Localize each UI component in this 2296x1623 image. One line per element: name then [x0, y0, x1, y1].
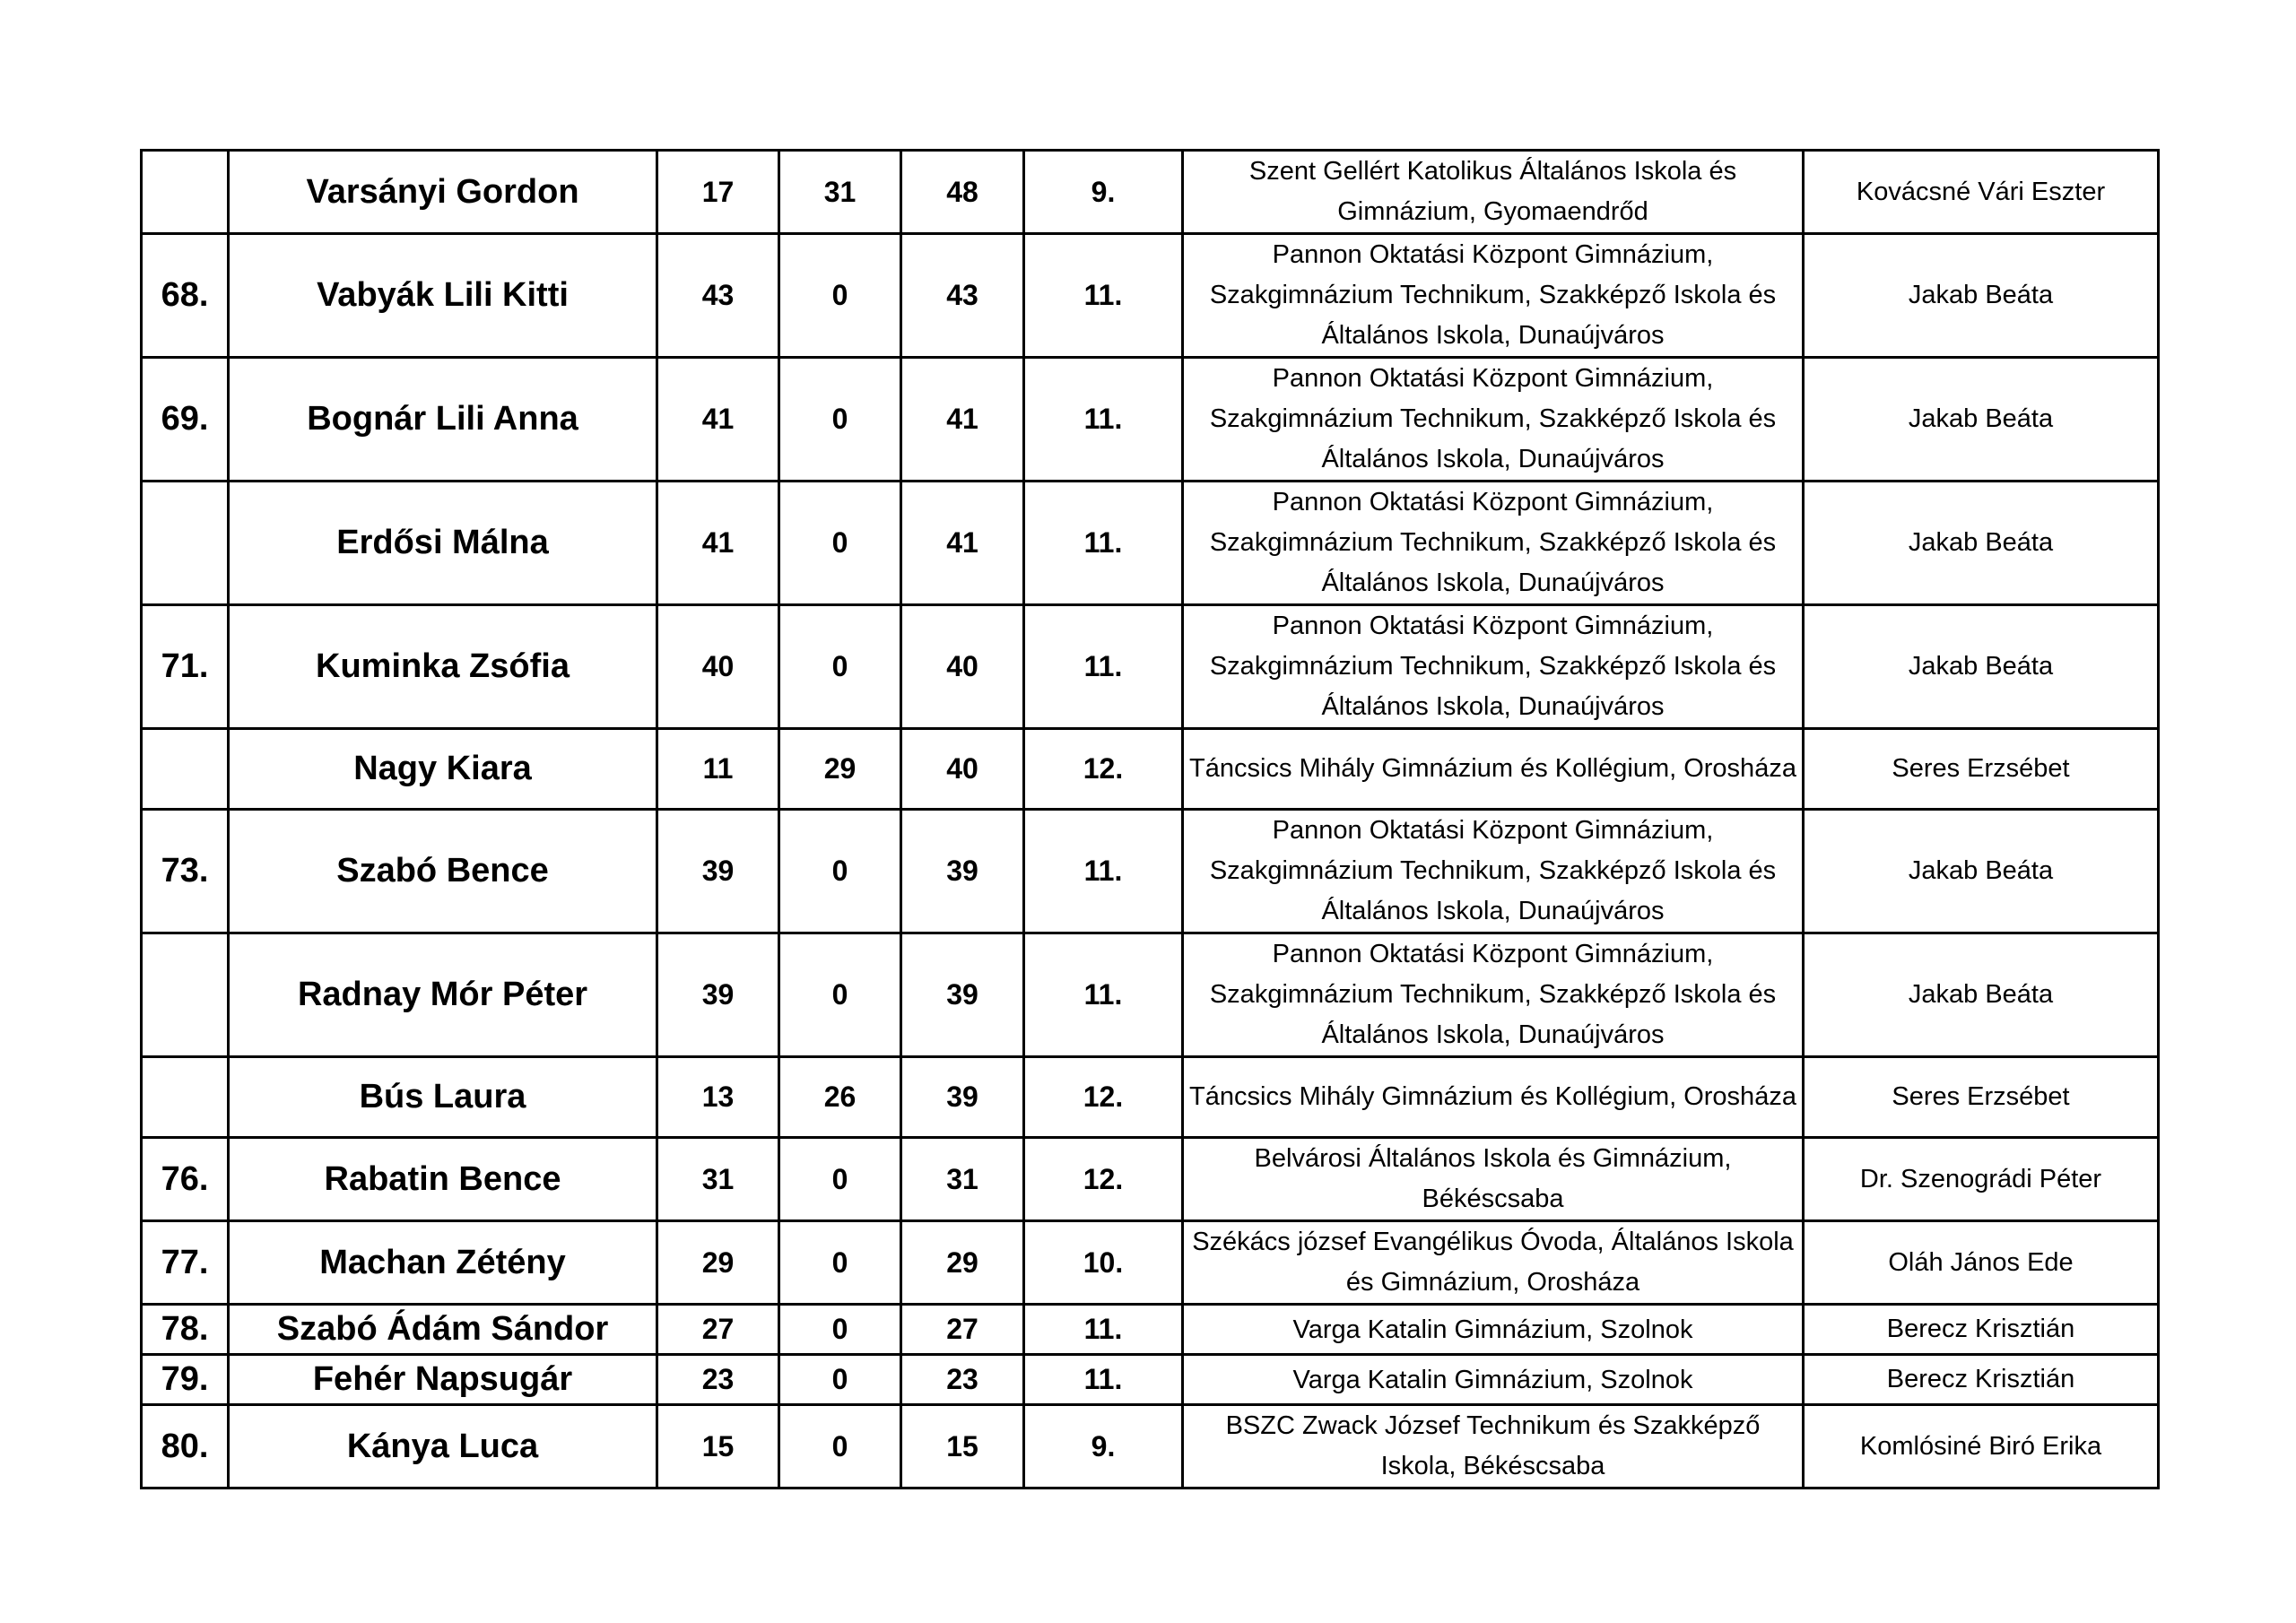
- teacher-cell: Jakab Beáta: [1804, 810, 2159, 933]
- teacher-cell: Komlósiné Biró Erika: [1804, 1405, 2159, 1488]
- rank-cell: [142, 729, 229, 810]
- score-2-cell: 0: [779, 1305, 901, 1355]
- score-2-cell: 0: [779, 1221, 901, 1305]
- grade-cell: 9.: [1024, 151, 1183, 234]
- score-2-cell: 0: [779, 1138, 901, 1221]
- teacher-cell: Jakab Beáta: [1804, 358, 2159, 482]
- school-cell: Pannon Oktatási Központ Gimnázium, Szakgimnázium Technikum, Szakképző Iskola és Általános Iskola, Dunaújváros: [1183, 482, 1804, 605]
- score-2-cell: 0: [779, 1355, 901, 1405]
- teacher-cell: Kovácsné Vári Eszter: [1804, 151, 2159, 234]
- student-name: Kuminka Zsófia: [229, 605, 657, 729]
- student-name: Bús Laura: [229, 1057, 657, 1138]
- school-cell: Székács józsef Evangélikus Óvoda, Általános Iskola és Gimnázium, Orosháza: [1183, 1221, 1804, 1305]
- table-row: [142, 1305, 2159, 1355]
- grade-cell: 10.: [1024, 1221, 1183, 1305]
- total-score-cell: 41: [901, 358, 1024, 482]
- score-1-cell: 13: [657, 1057, 779, 1138]
- grade-cell: 12.: [1024, 1138, 1183, 1221]
- total-score-cell: 39: [901, 1057, 1024, 1138]
- grade-cell: 11.: [1024, 234, 1183, 358]
- table-row: [142, 605, 2159, 729]
- score-2-cell: 0: [779, 482, 901, 605]
- student-name: Fehér Napsugár: [229, 1355, 657, 1405]
- rank-cell: [142, 933, 229, 1057]
- school-cell: Pannon Oktatási Központ Gimnázium, Szakgimnázium Technikum, Szakképző Iskola és Általános Iskola, Dunaújváros: [1183, 358, 1804, 482]
- rank-cell: 73.: [142, 810, 229, 933]
- total-score-cell: 39: [901, 933, 1024, 1057]
- score-1-cell: 41: [657, 358, 779, 482]
- teacher-cell: Seres Erzsébet: [1804, 729, 2159, 810]
- score-2-cell: 0: [779, 810, 901, 933]
- grade-cell: 11.: [1024, 605, 1183, 729]
- table-row: [142, 151, 2159, 234]
- grade-cell: 11.: [1024, 482, 1183, 605]
- score-2-cell: 29: [779, 729, 901, 810]
- score-1-cell: 17: [657, 151, 779, 234]
- total-score-cell: 39: [901, 810, 1024, 933]
- table-row: [142, 358, 2159, 482]
- rank-cell: [142, 482, 229, 605]
- rank-cell: 68.: [142, 234, 229, 358]
- rank-cell: 77.: [142, 1221, 229, 1305]
- score-2-cell: 0: [779, 234, 901, 358]
- grade-cell: 12.: [1024, 1057, 1183, 1138]
- student-name: Nagy Kiara: [229, 729, 657, 810]
- student-name: Szabó Ádám Sándor: [229, 1305, 657, 1355]
- table-row: [142, 810, 2159, 933]
- teacher-cell: Jakab Beáta: [1804, 482, 2159, 605]
- teacher-cell: Berecz Krisztián: [1804, 1355, 2159, 1405]
- grade-cell: 12.: [1024, 729, 1183, 810]
- student-name: Kánya Luca: [229, 1405, 657, 1488]
- teacher-cell: Berecz Krisztián: [1804, 1305, 2159, 1355]
- school-cell: Pannon Oktatási Központ Gimnázium, Szakgimnázium Technikum, Szakképző Iskola és Általános Iskola, Dunaújváros: [1183, 933, 1804, 1057]
- grade-cell: 9.: [1024, 1405, 1183, 1488]
- results-table: [140, 149, 2160, 1489]
- school-cell: Varga Katalin Gimnázium, Szolnok: [1183, 1355, 1804, 1405]
- score-2-cell: 0: [779, 605, 901, 729]
- school-cell: Pannon Oktatási Központ Gimnázium, Szakgimnázium Technikum, Szakképző Iskola és Általános Iskola, Dunaújváros: [1183, 810, 1804, 933]
- teacher-cell: Dr. Szenográdi Péter: [1804, 1138, 2159, 1221]
- student-name: Szabó Bence: [229, 810, 657, 933]
- table-row: [142, 1405, 2159, 1488]
- grade-cell: 11.: [1024, 810, 1183, 933]
- rank-cell: [142, 1057, 229, 1138]
- student-name: Varsányi Gordon: [229, 151, 657, 234]
- teacher-cell: Jakab Beáta: [1804, 933, 2159, 1057]
- table-row: [142, 1057, 2159, 1138]
- school-cell: Varga Katalin Gimnázium, Szolnok: [1183, 1305, 1804, 1355]
- student-name: Erdősi Málna: [229, 482, 657, 605]
- score-2-cell: 0: [779, 1405, 901, 1488]
- score-2-cell: 0: [779, 933, 901, 1057]
- grade-cell: 11.: [1024, 1305, 1183, 1355]
- table-row: [142, 482, 2159, 605]
- table-row: [142, 729, 2159, 810]
- school-cell: Pannon Oktatási Központ Gimnázium, Szakgimnázium Technikum, Szakképző Iskola és Általános Iskola, Dunaújváros: [1183, 234, 1804, 358]
- total-score-cell: 29: [901, 1221, 1024, 1305]
- school-cell: BSZC Zwack József Technikum és Szakképző Iskola, Békéscsaba: [1183, 1405, 1804, 1488]
- rank-cell: 78.: [142, 1305, 229, 1355]
- total-score-cell: 31: [901, 1138, 1024, 1221]
- rank-cell: 69.: [142, 358, 229, 482]
- table-row: [142, 1221, 2159, 1305]
- rank-cell: 71.: [142, 605, 229, 729]
- student-name: Radnay Mór Péter: [229, 933, 657, 1057]
- school-cell: Belvárosi Általános Iskola és Gimnázium, Békéscsaba: [1183, 1138, 1804, 1221]
- school-cell: Táncsics Mihály Gimnázium és Kollégium, Orosháza: [1183, 1057, 1804, 1138]
- score-1-cell: 15: [657, 1405, 779, 1488]
- score-2-cell: 31: [779, 151, 901, 234]
- total-score-cell: 41: [901, 482, 1024, 605]
- grade-cell: 11.: [1024, 1355, 1183, 1405]
- rank-cell: [142, 151, 229, 234]
- student-name: Machan Zétény: [229, 1221, 657, 1305]
- total-score-cell: 27: [901, 1305, 1024, 1355]
- rank-cell: 80.: [142, 1405, 229, 1488]
- school-cell: Táncsics Mihály Gimnázium és Kollégium, Orosháza: [1183, 729, 1804, 810]
- total-score-cell: 48: [901, 151, 1024, 234]
- teacher-cell: Oláh János Ede: [1804, 1221, 2159, 1305]
- score-1-cell: 39: [657, 810, 779, 933]
- teacher-cell: Seres Erzsébet: [1804, 1057, 2159, 1138]
- total-score-cell: 15: [901, 1405, 1024, 1488]
- score-1-cell: 23: [657, 1355, 779, 1405]
- student-name: Vabyák Lili Kitti: [229, 234, 657, 358]
- student-name: Rabatin Bence: [229, 1138, 657, 1221]
- school-cell: Pannon Oktatási Központ Gimnázium, Szakgimnázium Technikum, Szakképző Iskola és Általános Iskola, Dunaújváros: [1183, 605, 1804, 729]
- teacher-cell: Jakab Beáta: [1804, 234, 2159, 358]
- score-1-cell: 43: [657, 234, 779, 358]
- score-1-cell: 39: [657, 933, 779, 1057]
- table-row: [142, 1138, 2159, 1221]
- score-1-cell: 27: [657, 1305, 779, 1355]
- score-2-cell: 26: [779, 1057, 901, 1138]
- score-1-cell: 11: [657, 729, 779, 810]
- score-1-cell: 41: [657, 482, 779, 605]
- total-score-cell: 23: [901, 1355, 1024, 1405]
- table-row: [142, 234, 2159, 358]
- total-score-cell: 40: [901, 729, 1024, 810]
- student-name: Bognár Lili Anna: [229, 358, 657, 482]
- school-cell: Szent Gellért Katolikus Általános Iskola és Gimnázium, Gyomaendrőd: [1183, 151, 1804, 234]
- total-score-cell: 43: [901, 234, 1024, 358]
- rank-cell: 76.: [142, 1138, 229, 1221]
- rank-cell: 79.: [142, 1355, 229, 1405]
- table-row: [142, 933, 2159, 1057]
- score-2-cell: 0: [779, 358, 901, 482]
- grade-cell: 11.: [1024, 358, 1183, 482]
- score-1-cell: 40: [657, 605, 779, 729]
- score-1-cell: 29: [657, 1221, 779, 1305]
- teacher-cell: Jakab Beáta: [1804, 605, 2159, 729]
- total-score-cell: 40: [901, 605, 1024, 729]
- grade-cell: 11.: [1024, 933, 1183, 1057]
- score-1-cell: 31: [657, 1138, 779, 1221]
- table-row: [142, 1355, 2159, 1405]
